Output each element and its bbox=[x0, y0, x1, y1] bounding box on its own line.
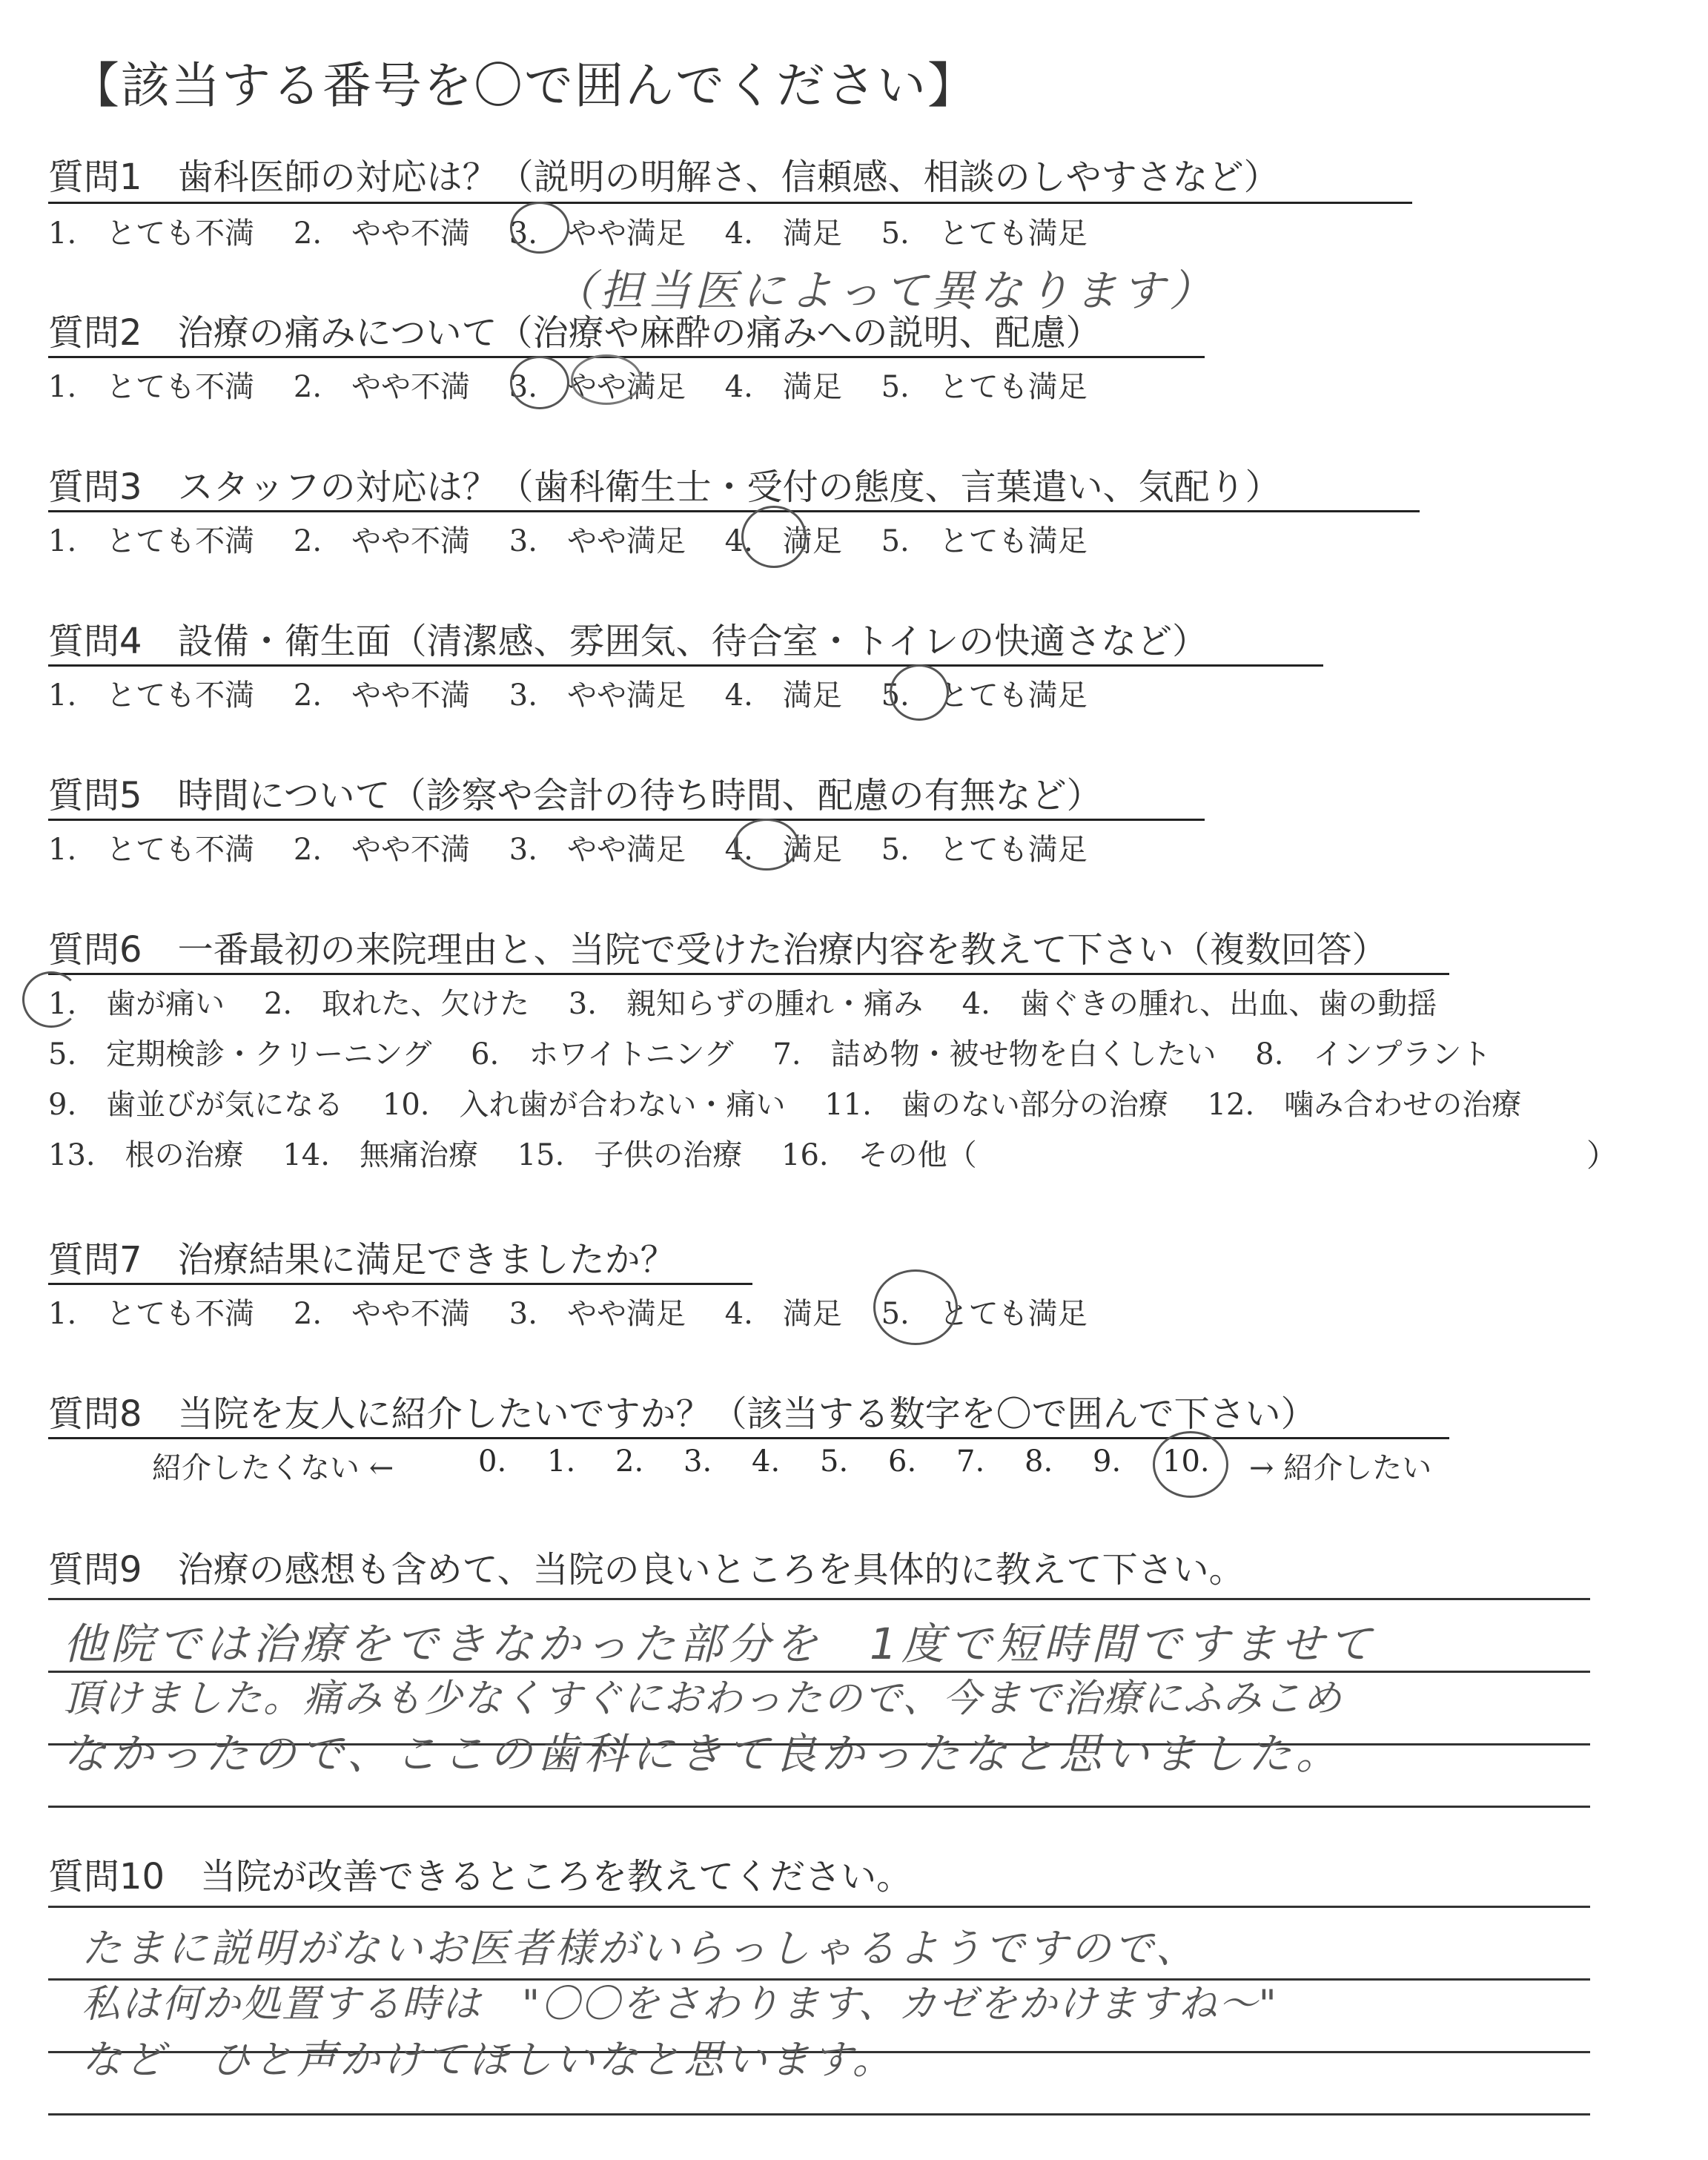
q5-option-3[interactable]: 3. やや満足 bbox=[509, 833, 686, 867]
q6-option-2[interactable]: 2. 取れた、欠けた bbox=[263, 987, 530, 1021]
q10-heading bbox=[48, 1848, 912, 1899]
q6-heading bbox=[48, 921, 1388, 972]
q5-option-4[interactable]: 4. 満足 bbox=[724, 833, 842, 867]
q1-option-2[interactable]: 2. やや不満 bbox=[293, 217, 471, 251]
q2-option-4[interactable]: 4. 満足 bbox=[724, 370, 842, 404]
q1-option-5[interactable]: 5. とても満足 bbox=[881, 217, 1088, 251]
q5-options bbox=[48, 826, 1088, 868]
q8-number-8[interactable]: 8. bbox=[1025, 1444, 1053, 1479]
q8-right-label: → 紹介したい bbox=[1249, 1451, 1432, 1485]
q6-option-12[interactable]: 12. 噛み合わせの治療 bbox=[1207, 1088, 1522, 1122]
q8-number-0[interactable]: 0. bbox=[478, 1444, 507, 1479]
q10-text: 当院が改善できるところを教えてください。 bbox=[200, 1856, 913, 1898]
page-title: 【該当する番号を〇で囲んでください】 bbox=[70, 57, 978, 114]
q5-label: 質問5 bbox=[48, 775, 142, 816]
q7-option-5[interactable]: 5. とても満足 bbox=[881, 1297, 1088, 1331]
q10-writing-line-1 bbox=[48, 1906, 1590, 1908]
q10-answer-line-1: たまに説明がないお医者様がいらっしゃるようですので、 bbox=[82, 1925, 1199, 1972]
q2-selection-circle bbox=[510, 356, 569, 409]
q6-option-8[interactable]: 8. インプラント bbox=[1255, 1037, 1492, 1071]
q7-selection-circle bbox=[873, 1269, 958, 1345]
q1-label: 質問1 bbox=[48, 156, 142, 198]
q10-answer-line-2: 私は何か処置する時は "〇〇をさわります、カゼをかけますね〜" bbox=[82, 1982, 1278, 2027]
q8-number-7[interactable]: 7. bbox=[956, 1444, 985, 1479]
q5-option-1[interactable]: 1. とても不満 bbox=[48, 833, 255, 867]
q4-option-3[interactable]: 3. やや満足 bbox=[509, 678, 686, 713]
q8-number-6[interactable]: 6. bbox=[888, 1444, 917, 1479]
q6-option-4[interactable]: 4. 歯ぐきの腫れ、出血、歯の動揺 bbox=[961, 987, 1437, 1021]
q1-heading bbox=[48, 148, 1280, 199]
q9-answer-line-1: 他院では治療をできなかった部分を 1度で短時間ですませて bbox=[63, 1619, 1376, 1669]
q7-heading bbox=[48, 1231, 676, 1282]
q6-options-row-4 bbox=[48, 1132, 977, 1174]
q7-option-1[interactable]: 1. とても不満 bbox=[48, 1297, 255, 1331]
q9-writing-line-4 bbox=[48, 1806, 1590, 1808]
q4-text: 設備・衛生面（清潔感、雰囲気、待合室・トイレの快適さなど） bbox=[177, 621, 1208, 662]
q8-heading bbox=[48, 1385, 1317, 1436]
q7-option-4[interactable]: 4. 満足 bbox=[724, 1297, 842, 1331]
q3-label: 質問3 bbox=[48, 466, 142, 508]
q8-left-label: 紹介したくない ← bbox=[152, 1451, 394, 1485]
q9-label: 質問9 bbox=[48, 1549, 142, 1591]
q3-option-5[interactable]: 5. とても満足 bbox=[881, 524, 1088, 558]
q4-heading bbox=[48, 612, 1208, 664]
q6-label: 質問6 bbox=[48, 929, 142, 971]
q3-options bbox=[48, 518, 1088, 560]
q6-option-5[interactable]: 5. 定期検診・クリーニング bbox=[48, 1037, 432, 1071]
q6-option-13[interactable]: 13. 根の治療 bbox=[48, 1138, 244, 1172]
q5-selection-circle bbox=[734, 819, 799, 871]
q9-answer-line-3: なかったので、ここの歯科にきて良かったなと思いました。 bbox=[63, 1728, 1343, 1779]
q7-option-2[interactable]: 2. やや不満 bbox=[293, 1297, 471, 1331]
q9-answer-line-2: 頂けました。痛みも少なくすぐにおわったので、今まで治療にふみこめ bbox=[63, 1677, 1343, 1721]
q8-label: 質問8 bbox=[48, 1393, 142, 1435]
q6-text: 一番最初の来院理由と、当院で受けた治療内容を教えて下さい（複数回答） bbox=[177, 929, 1388, 971]
q5-text: 時間について（診察や会計の待ち時間、配慮の有無など） bbox=[177, 775, 1102, 816]
q1-text: 歯科医師の対応は？（説明の明解さ、信頼感、相談のしやすさなど） bbox=[177, 156, 1280, 198]
q2-heading bbox=[48, 304, 1102, 355]
q6-option-6[interactable]: 6. ホワイトニング bbox=[471, 1037, 734, 1071]
q6-option-11[interactable]: 11. 歯のない部分の治療 bbox=[824, 1088, 1168, 1122]
q6-options-row-1 bbox=[48, 980, 1437, 1023]
q4-label: 質問4 bbox=[48, 621, 142, 662]
q6-other-close-paren: ） bbox=[1586, 1137, 1618, 1174]
q6-option-10[interactable]: 10. 入れ歯が合わない・痛い bbox=[382, 1088, 786, 1122]
q3-heading bbox=[48, 458, 1281, 509]
q6-options-row-3 bbox=[48, 1081, 1521, 1123]
q3-option-2[interactable]: 2. やや不満 bbox=[293, 524, 471, 558]
q9-heading bbox=[48, 1541, 1245, 1592]
q2-text: 治療の痛みについて（治療や麻酔の痛みへの説明、配慮） bbox=[177, 312, 1102, 354]
q8-number-9[interactable]: 9. bbox=[1093, 1444, 1122, 1479]
q6-options-row-2 bbox=[48, 1031, 1491, 1073]
q6-option-14[interactable]: 14. 無痛治療 bbox=[282, 1138, 478, 1172]
q4-selection-circle bbox=[890, 664, 949, 721]
q8-number-10[interactable]: 10. bbox=[1162, 1444, 1210, 1479]
q7-option-3[interactable]: 3. やや満足 bbox=[509, 1297, 686, 1331]
q2-option-2[interactable]: 2. やや不満 bbox=[293, 370, 471, 404]
q4-option-2[interactable]: 2. やや不満 bbox=[293, 678, 471, 713]
q2-option-1[interactable]: 1. とても不満 bbox=[48, 370, 255, 404]
q2-option-5[interactable]: 5. とても満足 bbox=[881, 370, 1088, 404]
q8-number-2[interactable]: 2. bbox=[615, 1444, 644, 1479]
q3-option-1[interactable]: 1. とても不満 bbox=[48, 524, 255, 558]
q5-option-5[interactable]: 5. とても満足 bbox=[881, 833, 1088, 867]
q1-handwritten-note: （担当医によって異なります） bbox=[552, 265, 1217, 316]
q8-number-3[interactable]: 3. bbox=[683, 1444, 712, 1479]
q1-option-3[interactable]: 3. やや満足 bbox=[509, 217, 686, 251]
q6-option-9[interactable]: 9. 歯並びが気になる bbox=[48, 1088, 344, 1122]
q3-selection-circle bbox=[741, 506, 807, 568]
q8-selection-circle bbox=[1153, 1431, 1228, 1498]
q10-writing-line-4 bbox=[48, 2113, 1590, 2116]
q10-label: 質問10 bbox=[48, 1856, 165, 1898]
q3-text: スタッフの対応は？（歯科衛生士・受付の態度、言葉遣い、気配り） bbox=[177, 466, 1281, 508]
q3-option-3[interactable]: 3. やや満足 bbox=[509, 524, 686, 558]
q6-option-16[interactable]: 16. その他（ bbox=[781, 1138, 977, 1172]
q3-option-4[interactable]: 4. 満足 bbox=[724, 524, 842, 558]
q5-option-2[interactable]: 2. やや不満 bbox=[293, 833, 471, 867]
q2-label: 質問2 bbox=[48, 312, 142, 354]
q2-scribble-circle bbox=[571, 354, 642, 405]
q9-text: 治療の感想も含めて、当院の良いところを具体的に教えて下さい。 bbox=[177, 1549, 1245, 1591]
q8-text: 当院を友人に紹介したいですか？（該当する数字を〇で囲んで下さい） bbox=[177, 1393, 1317, 1435]
q6-option-3[interactable]: 3. 親知らずの腫れ・痛み bbox=[568, 987, 923, 1021]
q4-option-4[interactable]: 4. 満足 bbox=[724, 678, 842, 713]
q6-selection-circle bbox=[22, 971, 80, 1028]
q6-option-1[interactable]: 1. 歯が痛い bbox=[48, 987, 225, 1021]
q8-number-1[interactable]: 1. bbox=[547, 1444, 576, 1479]
q5-heading bbox=[48, 767, 1102, 818]
q2-option-3[interactable]: 3. やや満足 bbox=[509, 370, 686, 404]
q8-number-5[interactable]: 5. bbox=[820, 1444, 849, 1479]
q10-answer-line-3: など ひと声かけてほしいなと思います。 bbox=[82, 2036, 896, 2083]
q6-option-7[interactable]: 7. 詰め物・被せ物を白くしたい bbox=[772, 1037, 1217, 1071]
q7-text: 治療結果に満足できましたか？ bbox=[177, 1239, 676, 1281]
q4-option-1[interactable]: 1. とても不満 bbox=[48, 678, 255, 713]
q1-option-1[interactable]: 1. とても不満 bbox=[48, 217, 255, 251]
q1-option-4[interactable]: 4. 満足 bbox=[724, 217, 842, 251]
q8-number-4[interactable]: 4. bbox=[752, 1444, 781, 1479]
q7-label: 質問7 bbox=[48, 1239, 142, 1281]
q6-option-15[interactable]: 15. 子供の治療 bbox=[517, 1138, 743, 1172]
q4-option-5[interactable]: 5. とても満足 bbox=[881, 678, 1088, 713]
q9-writing-line-1 bbox=[48, 1598, 1590, 1600]
q1-selection-circle bbox=[510, 202, 569, 254]
